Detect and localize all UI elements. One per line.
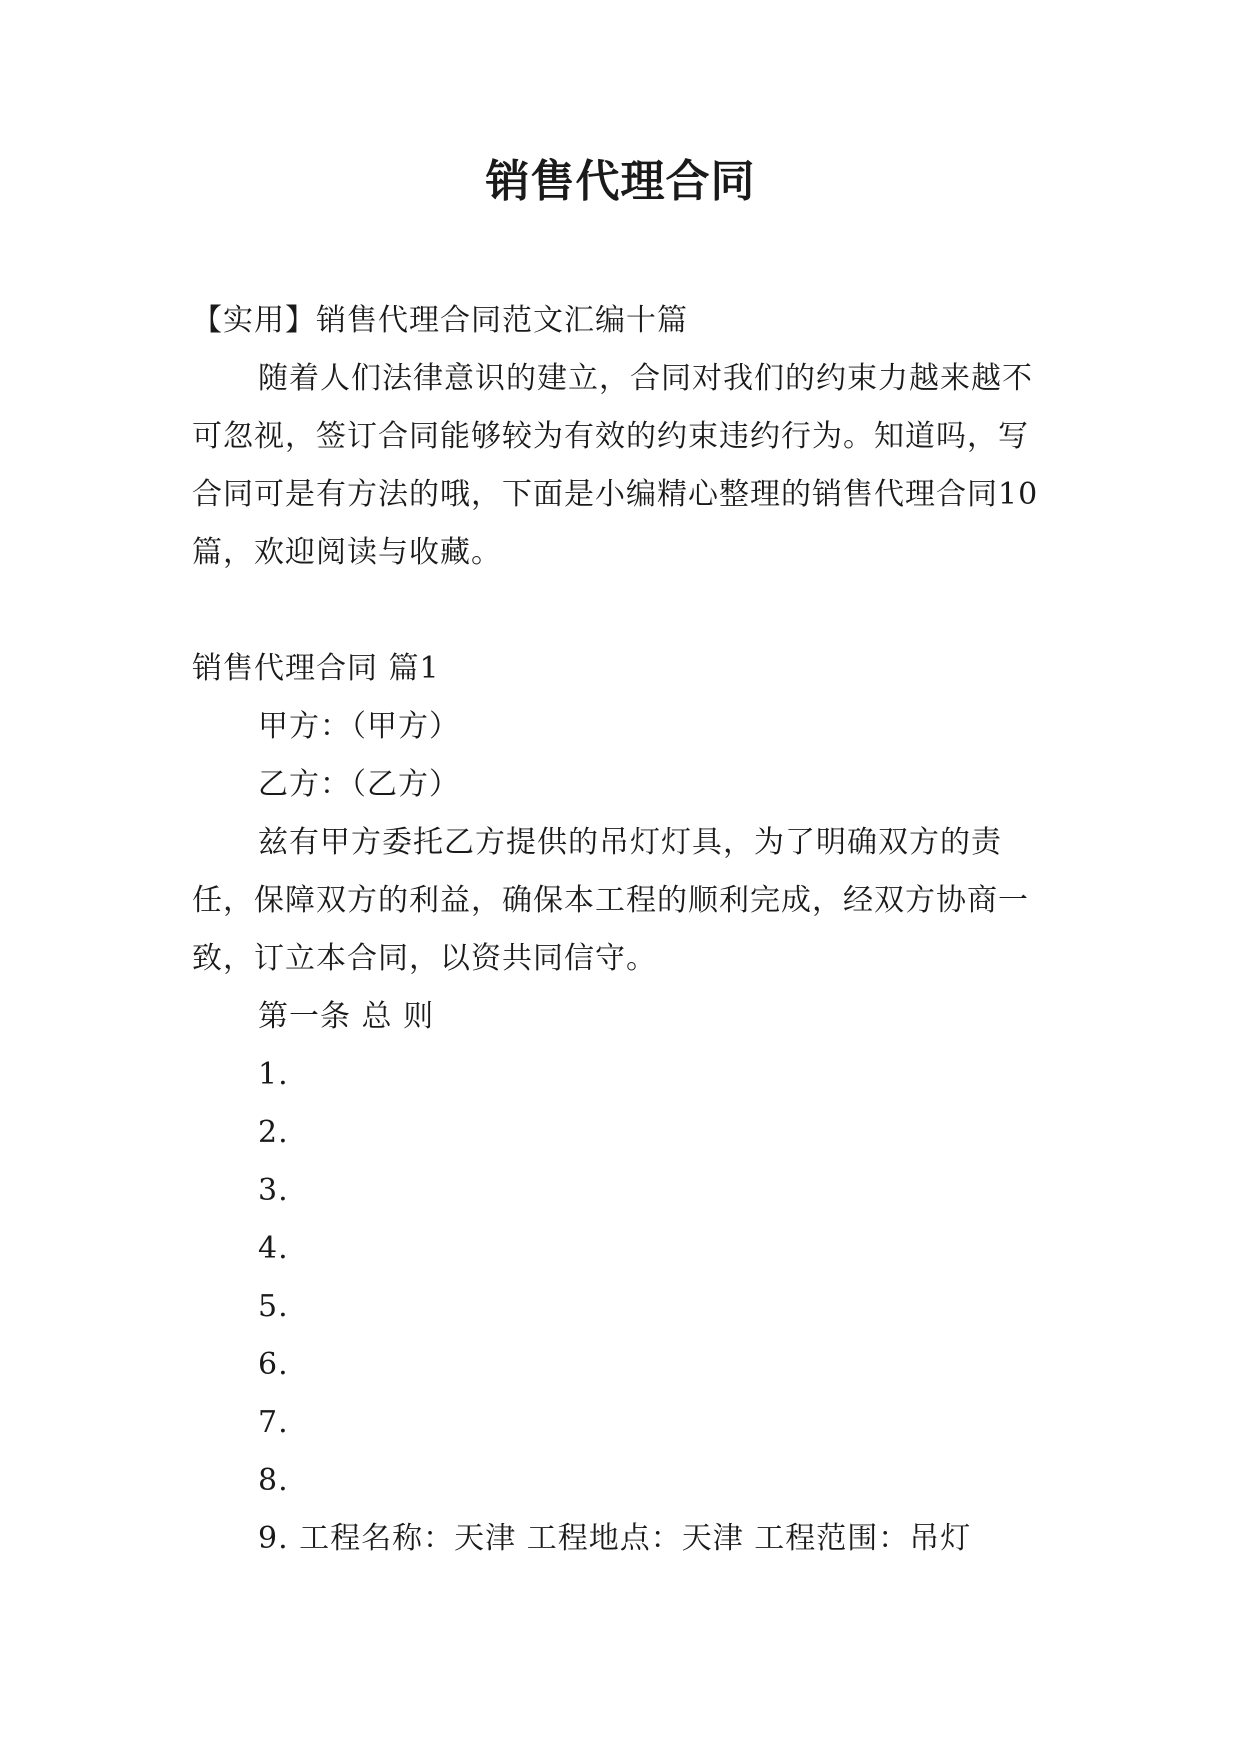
party-b-line: 乙方：（乙方） [258, 767, 460, 802]
list-item: 2. [258, 1115, 289, 1150]
list-item: 1. [258, 1057, 289, 1092]
list-item: 4. [258, 1231, 289, 1266]
document-subtitle: 【实用】销售代理合同范文汇编十篇 [192, 303, 688, 338]
list-item: 6. [258, 1347, 289, 1382]
intro-paragraph: 随着人们法律意识的建立，合同对我们的约束力越来越不可忽视，签订合同能够较为有效的约束违约行为。知道吗，写合同可是有方法的哦，下面是小编精心整理的销售代理合同10篇，欢迎阅读与收藏。 [192, 361, 1039, 570]
list-item: 8. [258, 1463, 289, 1498]
preamble-paragraph: 兹有甲方委托乙方提供的吊灯灯具，为了明确双方的责任，保障双方的利益，确保本工程的顺利完成，经双方协商一致，订立本合同，以资共同信守。 [192, 825, 1029, 976]
document-body [192, 292, 1052, 1568]
list-item: 3. [258, 1173, 289, 1208]
section-heading: 销售代理合同 篇1 [192, 651, 440, 686]
document-title: 销售代理合同 [485, 156, 756, 207]
paragraph-gap [192, 582, 1052, 640]
list-item: 7. [258, 1405, 289, 1440]
article-heading: 第一条 总 则 [258, 999, 435, 1034]
party-a-line: 甲方：（甲方） [258, 709, 460, 744]
list-item: 9. 工程名称：天津 工程地点：天津 工程范围：吊灯 [258, 1521, 972, 1556]
list-item: 5. [258, 1289, 289, 1324]
